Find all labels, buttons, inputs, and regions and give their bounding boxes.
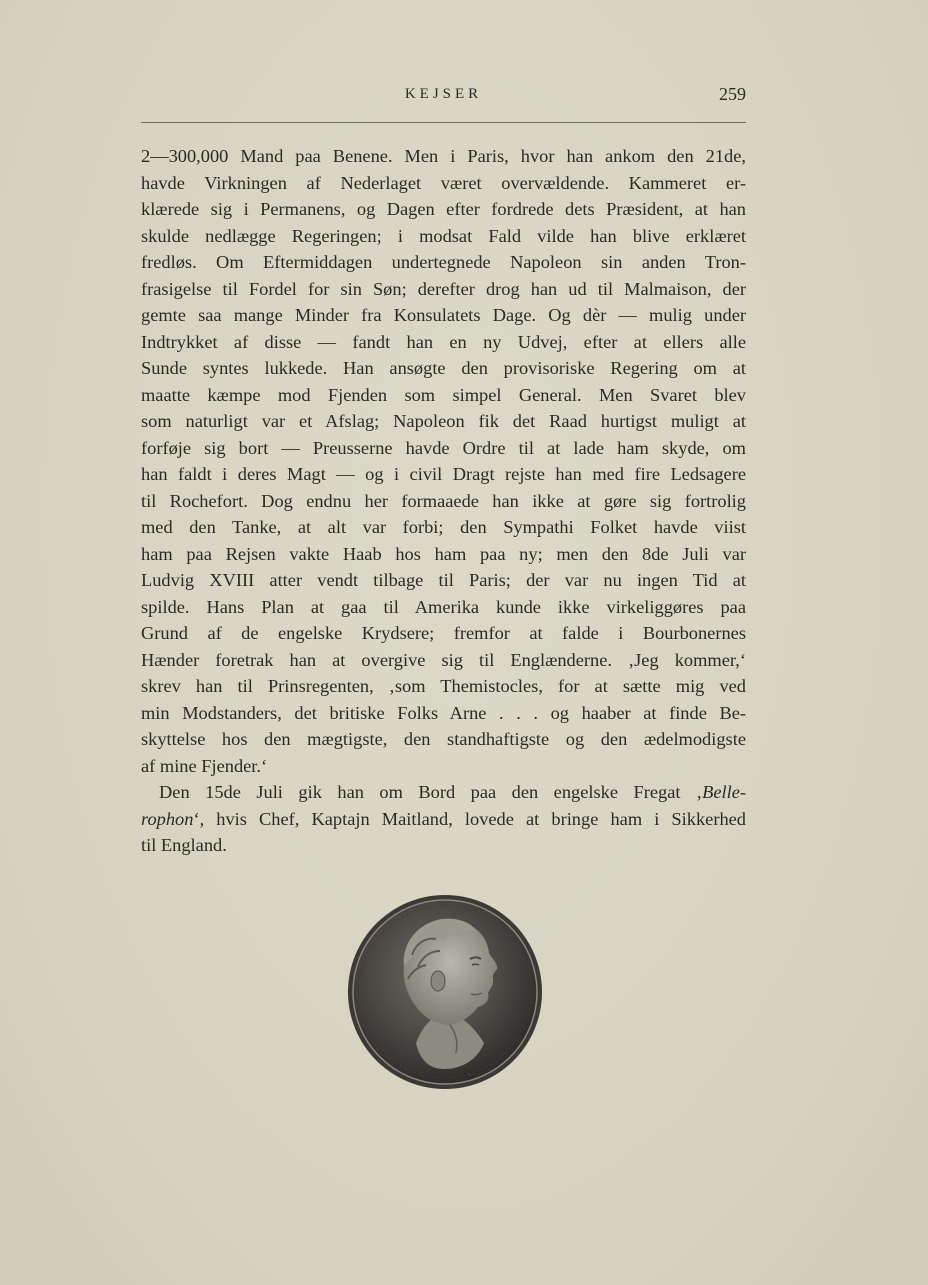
text-line: spilde. Hans Plan at gaa til Amerika kunde ikke virkeliggøres paa [141,596,746,617]
medallion-illustration [346,893,544,1091]
text-line: til Rochefort. Dog endnu her formaaede han ikke at gøre sig fortrolig [141,490,746,511]
text-line: forføje sig bort — Preusserne havde Ordre til at lade ham skyde, om [141,437,746,458]
text-line: ham paa Rejsen vakte Haab hos ham paa ny; men den 8de Juli var [141,543,746,564]
text-line: Hænder foretrak han at overgive sig til Englænderne. ‚Jeg kommer,‘ [141,649,746,670]
paragraph-2-line-1 [141,779,746,806]
text-line: havde Virkningen af Nederlaget været overvældende. Kammeret er- [141,172,746,193]
text-line: min Modstanders, det britiske Folks Arne . . . og haaber at finde Be- [141,702,746,723]
text-line: som naturligt var et Afslag; Napoleon fik det Raad hurtigst muligt at [141,411,746,431]
header-rule [141,122,746,123]
napoleon-profile-medallion-icon [346,893,544,1091]
text-span: ‘, hvis Chef, Kaptajn Maitland, lovede at bringe ham i Sikkerhed [193,808,746,829]
body-text [141,143,746,859]
running-title: KEJSER [404,86,483,102]
ship-name-part-2: rophon [141,808,194,829]
text-line: fredløs. Om Eftermiddagen undertegnede Napoleon sin anden Tron- [141,252,746,272]
page-header [141,84,746,108]
text-line: skulde nedlægge Regeringen; i modsat Fald vilde han blive erklæret [141,225,746,246]
page-number: 259 [719,84,746,104]
text-line: skyttelse hos den mægtigste, den standhaftigste og den ædelmodigste [141,729,746,749]
paragraph-2-line-3: til England. [141,835,227,855]
text-line: Indtrykket af disse — fandt han en ny Udvej, efter at ellers alle [141,331,746,352]
text-line: Grund af de engelske Krydsere; fremfor at falde i Bourbonernes [141,623,746,643]
text-line: 2—300,000 Mand paa Benene. Men i Paris, hvor han ankom den 21de, [141,146,746,166]
text-line: maatte kæmpe mod Fjenden som simpel General. Men Svaret blev [141,384,746,405]
text-line: skrev han til Prinsregenten, ‚som Themistocles, for at sætte mig ved [141,676,746,696]
text-line: gemte saa mange Minder fra Konsulatets Dage. Og dèr — mulig under [141,305,746,325]
text-line: klærede sig i Permanens, og Dagen efter fordrede dets Præsident, at han [141,199,746,219]
text-line: Sunde syntes lukkede. Han ansøgte den provisoriske Regering om at [141,358,746,378]
text-line: Ludvig XVIII atter vendt tilbage til Paris; der var nu ingen Tid at [141,570,746,590]
text-line: af mine Fjender.‘ [141,755,268,776]
text-line: han faldt i deres Magt — og i civil Dragt rejste han med fire Ledsagere [141,464,746,484]
ship-name-part-1: Belle- [702,782,746,802]
text-span: Den 15de Juli gik han om Bord paa den engelske Fregat ‚ [159,782,703,802]
text-line: frasigelse til Fordel for sin Søn; derefter drog han ud til Malmaison, der [141,278,746,299]
paragraph-2-line-2 [141,806,746,833]
text-line: med den Tanke, at alt var forbi; den Sympathi Folket havde viist [141,517,746,537]
